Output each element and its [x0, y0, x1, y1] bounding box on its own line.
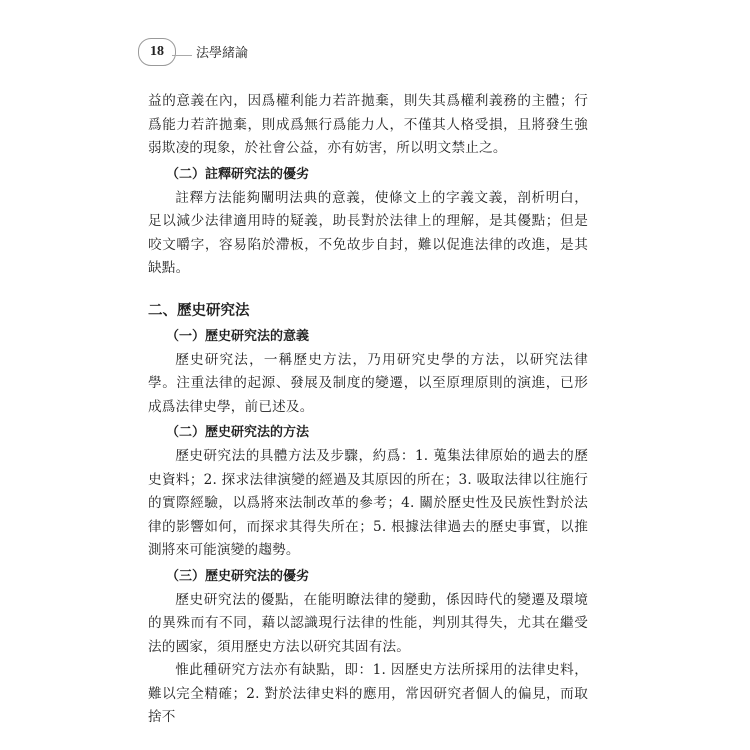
paragraph-historical-disadvantages: 惟此種研究方法亦有缺點，即：1. 因歷史方法所採用的法律史料，難以完全精確；2. 對於法律史料的應用，常因研究者個人的偏見，而取捨不: [148, 662, 588, 725]
header-divider: [172, 55, 192, 56]
paragraph-annotation-pros-cons: 註釋方法能夠闡明法典的意義，使條文上的字義文義，剖析明白，足以減少法律適用時的疑義，助長對於法律上的理解，是其優點；但是咬文嚼字，容易陷於滯板，不免故步自封，難以促進法律的改進，是其缺點。: [148, 189, 588, 276]
subheading-historical-pros-cons: （三）歷史研究法的優劣: [166, 568, 310, 584]
paragraph-historical-methods: 歷史研究法的具體方法及步驟，約爲：1. 蒐集法律原始的過去的歷史資料；2. 探求法律演變的經過及其原因的所在；3. 吸取法律以往施行的實際經驗，以爲將來法制改革的參考；4. 關於歷史性及民族性對於法律的影響如何，而探求其得失所在；5. 根據法律過去的歷史事實，以推測將來可能演變的趨勢。: [148, 448, 588, 558]
page-header: [138, 38, 608, 66]
paragraph-continued: 益的意義在內，因爲權利能力若許拋棄，則失其爲權利義務的主體；行爲能力若許拋棄，則成爲無行爲能力人，不僅其人格受損，且將發生強弱欺凌的現象，於社會公益，亦有妨害，所以明文禁止之。: [148, 93, 588, 156]
page-body: [148, 90, 588, 730]
subheading-historical-methods: （二）歷史研究法的方法: [166, 425, 310, 440]
subheading-historical-meaning: （一）歷史研究法的意義: [166, 328, 310, 344]
paragraph-historical-meaning: 歷史研究法，一稱歷史方法，乃用研究史學的方法，以研究法律學。注重法律的起源、發展及制度的變遷，以至原理原則的演進，已形成爲法律史學，前已述及。: [148, 351, 588, 415]
subheading-annotation-pros-cons: （二）註釋研究法的優劣: [166, 166, 310, 182]
running-title: 法學緒論: [196, 46, 249, 61]
section-heading-historical-method: 二、歷史研究法: [148, 302, 250, 319]
page-number: 18: [138, 38, 176, 66]
paragraph-historical-advantages: 歷史研究法的優點，在能明瞭法律的變動，係因時代的變遷及環境的異殊而有不同，藉以認識現行法律的性能，判別其得失，尤其在繼受法的國家，須用歷史方法以研究其固有法。: [148, 591, 588, 655]
